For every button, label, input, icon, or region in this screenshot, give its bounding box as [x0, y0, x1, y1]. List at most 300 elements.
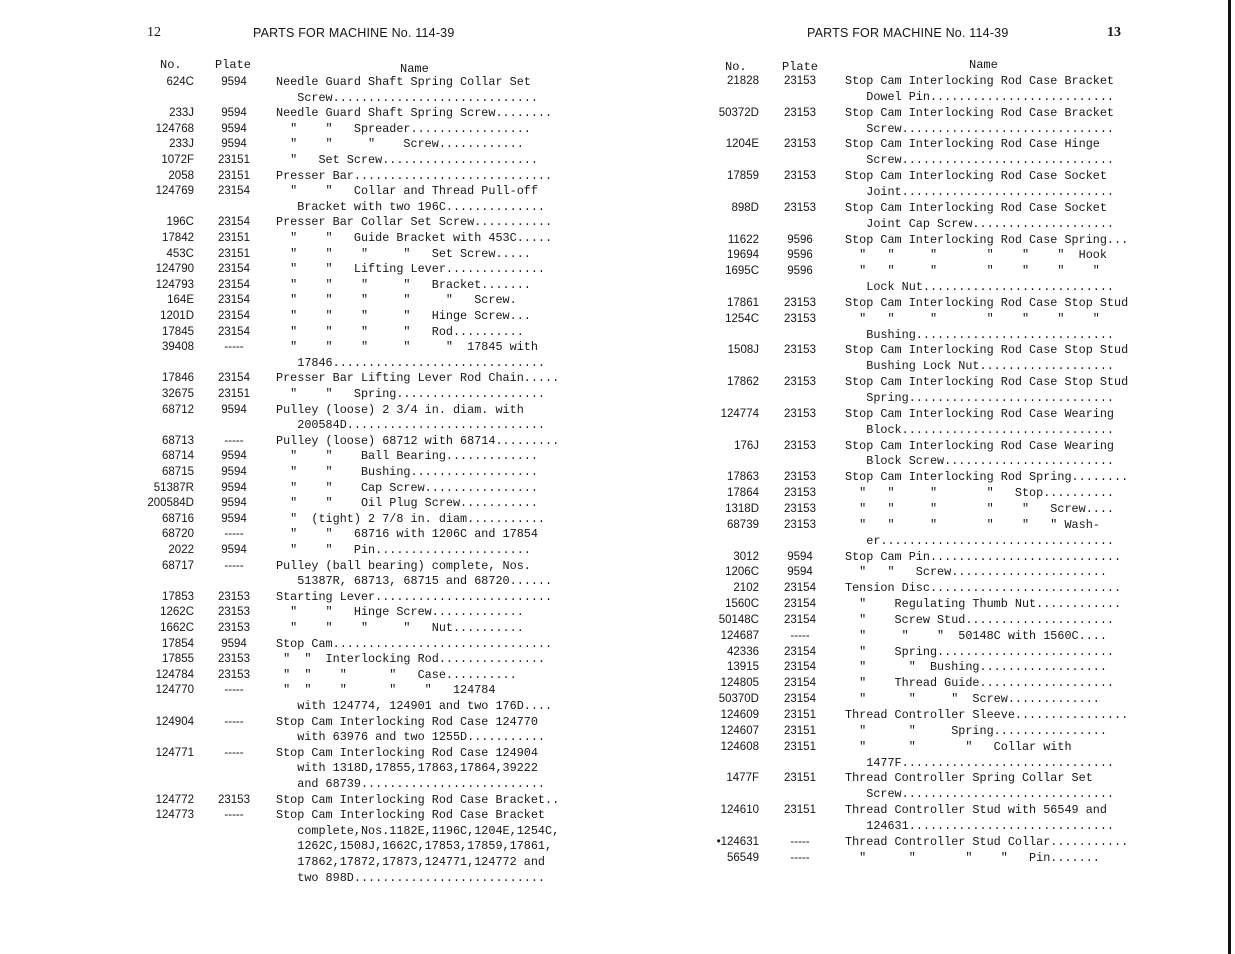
parts-row: [0, 105, 600, 121]
part-name: " " " " " 17845 with: [276, 340, 538, 355]
parts-row: [0, 277, 600, 293]
plate-number: 9594: [221, 76, 247, 88]
plate-number: 23153: [784, 75, 816, 87]
parts-row: [617, 739, 1229, 755]
part-number: 17854: [162, 637, 194, 650]
parts-row: [617, 453, 1229, 469]
part-name: " " " " Rod..........: [276, 324, 524, 339]
parts-row: [617, 675, 1229, 691]
part-name: Stop Cam Interlocking Rod Case Spring...: [845, 232, 1129, 247]
left-col-header-name: Name: [400, 62, 429, 76]
part-name: " " Spring.....................: [276, 387, 546, 401]
part-name: Screw..............................: [845, 787, 1115, 802]
part-name: " " " " " " ": [845, 311, 1100, 326]
plate-number: 23154: [784, 661, 816, 674]
parts-row: [617, 834, 1229, 850]
part-number: 1477F: [726, 772, 759, 785]
part-name: Stop Cam Interlocking Rod Case Wearing: [845, 406, 1115, 421]
plate-number: 23154: [218, 263, 250, 276]
parts-row: [617, 564, 1229, 580]
plate-number: 23153: [784, 138, 816, 151]
part-name: " " Guide Bracket with 453C.....: [276, 231, 553, 245]
parts-row: [617, 200, 1229, 216]
left-col-header-plate: Plate: [215, 58, 252, 72]
part-number: 1695C: [725, 265, 759, 278]
part-number: 17859: [727, 170, 759, 183]
plate-number: 23154: [218, 216, 250, 229]
part-name: " " " " " Screw....: [845, 501, 1115, 516]
plate-number: 23154: [784, 677, 816, 690]
part-name: 124631.............................: [845, 818, 1115, 833]
part-name: " " " Collar with: [845, 739, 1072, 754]
plate-number: 23154: [784, 645, 816, 658]
part-number: 68712: [162, 403, 194, 416]
plate-number: -----: [224, 559, 244, 572]
part-name: " " Bushing..................: [276, 465, 538, 479]
parts-row: [617, 802, 1229, 818]
parts-row: [0, 214, 600, 230]
part-number: 51387R: [153, 481, 194, 494]
right-page-title: PARTS FOR MACHINE No. 114-39: [807, 26, 1009, 40]
parts-row: [617, 168, 1229, 184]
part-name: Thread Controller Stud Collar...........: [845, 834, 1129, 849]
part-name: Starting Lever.........................: [276, 589, 553, 604]
part-name: Dowel Pin..........................: [845, 89, 1115, 104]
plate-number: 23153: [784, 502, 816, 515]
part-name: " " " " Nut..........: [276, 621, 524, 635]
plate-number: 23151: [784, 709, 816, 721]
parts-row: [617, 517, 1229, 533]
part-number: 56549: [727, 851, 759, 864]
parts-row: [0, 448, 600, 464]
part-name: Stop Cam Interlocking Rod Case Bracket: [845, 105, 1115, 120]
plate-number: 9594: [221, 403, 247, 416]
part-name: " " Spreader.................: [276, 121, 531, 136]
part-name: " " " " " " Hook: [845, 248, 1107, 263]
parts-row: [0, 74, 600, 90]
plate-number: -----: [224, 528, 244, 541]
parts-row: [0, 589, 600, 605]
part-name: Stop Cam Interlocking Rod Spring........: [845, 470, 1129, 485]
parts-row: [0, 636, 600, 652]
part-name: " " " Screw............: [276, 137, 524, 152]
part-number: 2058: [168, 169, 194, 182]
plate-number: -----: [224, 715, 244, 728]
part-number: 68713: [162, 434, 194, 447]
plate-number: 23153: [784, 487, 816, 500]
parts-row: [0, 339, 600, 355]
part-name: Screw..............................: [845, 153, 1115, 168]
parts-row: [617, 707, 1229, 723]
part-number: 233J: [169, 107, 194, 120]
parts-row: [0, 776, 600, 792]
plate-number: 23153: [218, 793, 250, 806]
right-col-header-plate: Plate: [782, 60, 819, 74]
part-number: 17845: [162, 325, 194, 338]
part-name: Stop Cam Pin...........................: [845, 549, 1122, 564]
parts-row: [617, 723, 1229, 739]
plate-number: 23153: [218, 590, 250, 603]
part-name: Stop Cam Interlocking Rod Case Bracket: [845, 74, 1115, 88]
part-name: 17862,17872,17873,124771,124772 and: [276, 855, 546, 869]
part-name: Presser Bar............................: [276, 168, 553, 183]
part-name: 1477F..............................: [845, 755, 1115, 770]
parts-row: [617, 770, 1229, 786]
parts-row: [617, 628, 1229, 644]
part-number: 124771: [155, 746, 194, 759]
parts-row: [0, 698, 600, 714]
parts-row: [0, 121, 600, 137]
plate-number: 23151: [784, 724, 816, 737]
part-number: 1204E: [725, 138, 759, 151]
plate-number: 23153: [784, 471, 816, 484]
part-number: •124631: [716, 835, 759, 848]
part-name: " " Spring................: [845, 723, 1107, 738]
parts-row: [617, 358, 1229, 374]
parts-row: [617, 691, 1229, 707]
part-number: 124608: [720, 740, 759, 753]
part-name: Stop Cam Interlocking Rod Case Hinge: [845, 137, 1100, 152]
part-number: 17853: [162, 590, 194, 603]
part-name: Presser Bar Collar Set Screw...........: [276, 215, 553, 230]
parts-row: [0, 417, 600, 433]
parts-row: [0, 90, 600, 106]
part-number: 68715: [162, 466, 194, 478]
part-name: with 1318D,17855,17863,17864,39222: [276, 761, 538, 776]
parts-row: [0, 667, 600, 683]
part-number: 124609: [720, 709, 759, 721]
parts-row: [0, 870, 600, 886]
plate-number: -----: [224, 341, 244, 354]
parts-row: [0, 370, 600, 386]
parts-row: [617, 121, 1229, 137]
parts-row: [0, 714, 600, 730]
part-number: 176J: [734, 439, 759, 452]
part-name: " " Lifting Lever..............: [276, 262, 546, 277]
parts-row: [617, 755, 1229, 771]
plate-number: 23154: [218, 185, 250, 198]
part-number: 13915: [727, 661, 759, 674]
right-page: [617, 0, 1229, 954]
parts-row: [617, 342, 1229, 358]
part-name: Stop Cam Interlocking Rod Case Stop Stud: [845, 295, 1129, 310]
part-number: 1262C: [160, 606, 194, 619]
parts-row: [0, 183, 600, 199]
part-number: 453C: [166, 247, 194, 260]
parts-row: [617, 786, 1229, 802]
plate-number: 9596: [787, 265, 813, 278]
part-number: 68714: [162, 450, 194, 463]
part-number: 1560C: [725, 598, 759, 611]
parts-row: [0, 682, 600, 698]
parts-row: [0, 729, 600, 745]
parts-row: [617, 73, 1229, 89]
part-name: Spring.............................: [845, 391, 1115, 405]
plate-number: 23153: [218, 622, 250, 634]
right-col-header-no: No.: [725, 60, 747, 74]
parts-row: [0, 152, 600, 168]
part-name: Thread Controller Stud with 56549 and: [845, 803, 1107, 818]
plate-number: 23151: [218, 388, 250, 400]
plate-number: -----: [790, 851, 810, 864]
part-number: 11622: [727, 233, 759, 246]
part-name: " " Pin......................: [276, 543, 531, 557]
part-number: 2022: [168, 544, 194, 556]
part-name: 1262C,1508J,1662C,17853,17859,17861,: [276, 839, 553, 854]
part-name: er.................................: [845, 533, 1115, 548]
plate-number: 23153: [784, 170, 816, 183]
parts-row: [0, 199, 600, 215]
part-number: 50148C: [718, 613, 759, 626]
plate-number: 23154: [784, 598, 816, 611]
plate-number: 23153: [784, 201, 816, 214]
plate-number: 9594: [221, 138, 247, 151]
plate-number: 9594: [221, 497, 247, 510]
part-name: complete,Nos.1182E,1196C,1204E,1254C,: [276, 823, 560, 838]
part-name: " Regulating Thumb Nut............: [845, 597, 1122, 612]
part-number: 17842: [162, 232, 194, 244]
part-number: 1254C: [725, 312, 759, 325]
parts-row: [0, 854, 600, 870]
parts-row: [617, 327, 1229, 343]
parts-row: [617, 818, 1229, 834]
part-number: 624C: [166, 76, 194, 88]
parts-row: [0, 464, 600, 480]
plate-number: 23153: [218, 606, 250, 619]
part-name: Tension Disc...........................: [845, 581, 1122, 596]
part-name: " " Hinge Screw.............: [276, 605, 524, 620]
parts-row: [0, 838, 600, 854]
part-name: Lock Nut...........................: [845, 280, 1115, 295]
plate-number: 23154: [218, 294, 250, 307]
part-number: 17861: [727, 296, 759, 309]
plate-number: 23151: [218, 232, 250, 244]
parts-row: [617, 311, 1229, 327]
plate-number: 23154: [218, 310, 250, 322]
part-name: " Spring.........................: [845, 644, 1115, 659]
plate-number: 23154: [218, 325, 250, 338]
part-name: Screw.............................: [276, 90, 538, 105]
plate-number: 23154: [218, 372, 250, 385]
plate-number: 23153: [784, 407, 816, 420]
plate-number: 23153: [784, 296, 816, 309]
plate-number: 9594: [221, 450, 247, 463]
plate-number: 23153: [784, 518, 816, 531]
plate-number: 23151: [784, 804, 816, 817]
parts-row: [617, 390, 1229, 406]
part-name: " Screw Stud.....................: [845, 612, 1115, 627]
parts-row: [617, 216, 1229, 232]
part-name: Block..............................: [845, 422, 1115, 437]
parts-row: [0, 168, 600, 184]
parts-row: [0, 823, 600, 839]
part-number: 17855: [162, 653, 194, 666]
parts-row: [0, 807, 600, 823]
plate-number: 23153: [784, 106, 816, 119]
parts-row: [0, 324, 600, 340]
part-name: Stop Cam Interlocking Rod Case Bracket: [276, 808, 546, 823]
parts-row: [0, 433, 600, 449]
plate-number: -----: [224, 684, 244, 697]
part-number: 124610: [720, 804, 759, 817]
parts-row: [617, 279, 1229, 295]
part-name: Presser Bar Lifting Lever Rod Chain.....: [276, 371, 560, 386]
part-name: " " " " Hinge Screw...: [276, 309, 531, 323]
parts-row: [0, 620, 600, 636]
part-number: 68720: [162, 528, 194, 541]
plate-number: 23154: [784, 613, 816, 626]
part-name: Joint..............................: [845, 184, 1115, 199]
part-number: 196C: [166, 216, 194, 229]
plate-number: 23154: [784, 693, 816, 706]
plate-number: -----: [224, 809, 244, 822]
part-name: Joint Cap Screw....................: [845, 216, 1115, 231]
plate-number: 9594: [221, 466, 247, 478]
part-name: Pulley (loose) 2 3/4 in. diam. with: [276, 402, 524, 417]
part-number: 2102: [733, 582, 759, 595]
part-number: 124904: [155, 715, 194, 728]
parts-row: [0, 480, 600, 496]
part-number: 1206C: [725, 566, 759, 579]
part-name: Stop Cam Interlocking Rod Case Socket: [845, 200, 1107, 215]
part-number: 1318D: [725, 502, 759, 515]
part-number: 19694: [727, 249, 759, 262]
part-number: 124773: [155, 809, 194, 822]
part-number: 42336: [727, 645, 759, 658]
parts-row: [0, 136, 600, 152]
parts-row: [617, 406, 1229, 422]
part-name: 17846..............................: [276, 355, 546, 370]
part-name: " " Collar and Thread Pull-off: [276, 184, 538, 199]
plate-number: 23151: [218, 154, 250, 166]
plate-number: 23151: [218, 247, 250, 260]
part-name: Stop Cam Interlocking Rod Case 124904: [276, 745, 538, 760]
parts-row: [617, 89, 1229, 105]
part-name: 51387R, 68713, 68715 and 68720......: [276, 574, 553, 589]
parts-row: [617, 596, 1229, 612]
part-number: 3012: [733, 550, 759, 563]
plate-number: 23151: [784, 772, 816, 785]
parts-row: [0, 230, 600, 246]
parts-row: [0, 792, 600, 808]
parts-row: [617, 469, 1229, 485]
part-name: Bushing Lock Nut...................: [845, 359, 1115, 374]
parts-row: [0, 558, 600, 574]
parts-row: [617, 533, 1229, 549]
part-name: " " Oil Plug Screw...........: [276, 496, 538, 511]
part-number: 17863: [727, 471, 759, 484]
part-name: " " " " Bracket.......: [276, 277, 531, 292]
part-name: " " " Screw.............: [845, 692, 1100, 707]
plate-number: 23154: [784, 582, 816, 595]
right-col-header-name: Name: [969, 58, 998, 72]
part-name: Pulley (loose) 68712 with 68714.........: [276, 433, 560, 448]
part-name: " " " 50148C with 1560C....: [845, 628, 1107, 643]
parts-row: [0, 261, 600, 277]
parts-row: [0, 495, 600, 511]
part-name: with 63976 and two 1255D...........: [276, 730, 546, 745]
part-name: Stop Cam Interlocking Rod Case Bracket..: [276, 792, 560, 807]
parts-row: [617, 485, 1229, 501]
part-number: 50370D: [718, 693, 759, 706]
part-number: 164E: [167, 294, 194, 307]
part-number: 124769: [155, 185, 194, 198]
left-page-number: 12: [147, 25, 161, 40]
part-name: Bracket with two 196C..............: [276, 199, 546, 214]
part-number: 124687: [720, 629, 759, 642]
plate-number: 9594: [221, 637, 247, 650]
part-number: 124793: [155, 278, 194, 291]
part-number: 17864: [727, 487, 759, 500]
parts-row: [0, 604, 600, 620]
parts-row: [0, 308, 600, 324]
part-number: 233J: [169, 138, 194, 151]
part-number: 68717: [162, 559, 194, 572]
parts-row: [617, 232, 1229, 248]
part-number: 50372D: [718, 106, 759, 119]
part-number: 124790: [155, 263, 194, 276]
part-name: Needle Guard Shaft Spring Screw........: [276, 106, 553, 121]
parts-row: [617, 501, 1229, 517]
page-edge-divider: [1228, 0, 1231, 954]
part-name: " " Bushing..................: [845, 660, 1107, 675]
part-number: 1072F: [161, 154, 194, 166]
parts-row: [617, 438, 1229, 454]
plate-number: -----: [790, 835, 810, 848]
part-name: two 898D...........................: [276, 870, 546, 885]
part-name: " " Screw......................: [845, 565, 1107, 580]
part-name: Needle Guard Shaft Spring Collar Set: [276, 75, 531, 89]
part-name: " " " " " " Wash-: [845, 517, 1100, 532]
part-number: 124774: [720, 407, 759, 420]
plate-number: 23154: [218, 278, 250, 291]
parts-row: [617, 184, 1229, 200]
part-name: Block Screw........................: [845, 454, 1115, 469]
part-name: " " " " Set Screw.....: [276, 246, 531, 261]
right-page-number: 13: [1107, 25, 1121, 40]
parts-row: [617, 263, 1229, 279]
left-col-header-no: No.: [160, 58, 182, 72]
part-name: and 68739..........................: [276, 777, 546, 791]
part-name: " " 68716 with 1206C and 17854: [276, 527, 538, 542]
parts-row: [617, 422, 1229, 438]
part-name: " " Cap Screw................: [276, 480, 538, 495]
plate-number: 9594: [221, 122, 247, 135]
plate-number: -----: [790, 629, 810, 642]
part-number: 200584D: [147, 497, 194, 510]
part-number: 898D: [731, 201, 759, 214]
part-name: " " " " Pin.......: [845, 850, 1100, 865]
part-name: Stop Cam...............................: [276, 636, 553, 651]
part-name: Thread Controller Sleeve................: [845, 708, 1129, 722]
plate-number: -----: [224, 434, 244, 447]
part-name: " " " " Case..........: [276, 667, 517, 682]
plate-number: 23151: [784, 740, 816, 753]
parts-row: [0, 355, 600, 371]
part-number: 68739: [727, 518, 759, 531]
parts-row: [617, 580, 1229, 596]
plate-number: 9594: [787, 566, 813, 579]
part-number: 21828: [727, 75, 759, 87]
part-name: Stop Cam Interlocking Rod Case Wearing: [845, 438, 1115, 453]
parts-row: [0, 246, 600, 262]
part-name: " Thread Guide...................: [845, 676, 1115, 691]
part-number: 124784: [155, 668, 194, 681]
parts-row: [617, 247, 1229, 263]
parts-row: [0, 542, 600, 558]
part-name: with 124774, 124901 and two 176D....: [276, 699, 553, 713]
parts-row: [0, 526, 600, 542]
